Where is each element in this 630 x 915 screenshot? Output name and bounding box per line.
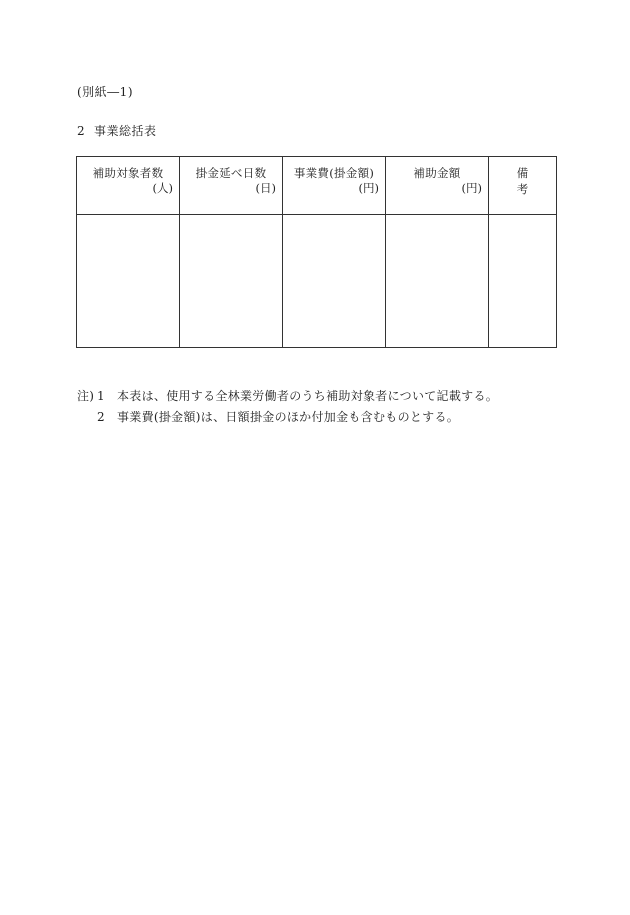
- header-subsidy-amount: [386, 157, 489, 215]
- note-text: 本表は、使用する全林業労働者のうち補助対象者について記載する。: [117, 389, 499, 403]
- section-heading: [77, 122, 157, 139]
- header-label: 補助金額: [413, 166, 461, 180]
- note-item: [77, 407, 498, 428]
- header-label: 事業費(掛金額): [293, 166, 375, 180]
- header-unit: (円): [358, 181, 379, 195]
- header-label: 掛金延べ日数: [195, 166, 267, 180]
- section-number: 2: [77, 124, 86, 138]
- header-subsidy-recipients: [77, 157, 180, 215]
- table-cell-subsidy-amount[interactable]: [386, 215, 489, 348]
- note-number: 2: [97, 410, 105, 424]
- header-label: 補助対象者数: [92, 166, 164, 180]
- header-premium-days: [180, 157, 283, 215]
- summary-table: [76, 156, 557, 348]
- header-unit: (人): [152, 181, 173, 195]
- notes-prefix: 注): [77, 389, 95, 403]
- note-number: 1: [97, 389, 105, 403]
- header-unit: (日): [255, 181, 276, 195]
- table-cell-premium-days[interactable]: [180, 215, 283, 348]
- header-project-cost: [283, 157, 386, 215]
- note-text: 事業費(掛金額)は、日額掛金のほか付加金も含むものとする。: [117, 410, 460, 424]
- notes-block: [77, 386, 498, 428]
- header-label: 備考: [516, 166, 549, 196]
- table-row: [77, 215, 557, 348]
- table-cell-subsidy-recipients[interactable]: [77, 215, 180, 348]
- section-title: 事業総括表: [94, 124, 157, 138]
- header-unit: (円): [461, 181, 482, 195]
- note-item: [77, 386, 498, 407]
- table-header-row: [77, 157, 557, 215]
- table-cell-project-cost[interactable]: [283, 215, 386, 348]
- header-remarks: [489, 157, 557, 215]
- table-cell-remarks[interactable]: [489, 215, 557, 348]
- attachment-label: (別紙―1): [77, 85, 133, 99]
